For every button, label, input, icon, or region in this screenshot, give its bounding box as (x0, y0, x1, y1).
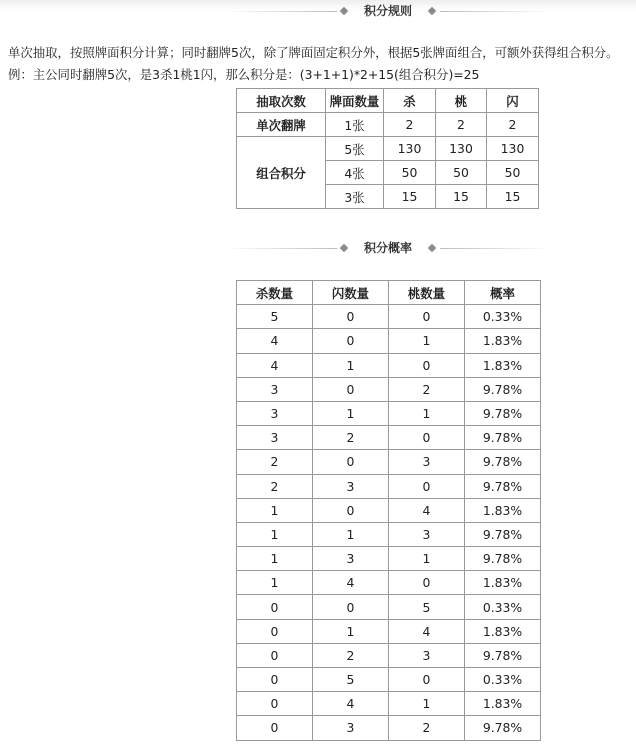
tao-count-cell: 2 (389, 716, 465, 740)
tao-count-cell: 3 (389, 643, 465, 667)
tao-count-cell: 3 (389, 522, 465, 546)
score-header-cell: 桃 (436, 89, 487, 113)
probability-cell: 0.33% (465, 595, 541, 619)
probability-cell: 9.78% (465, 522, 541, 546)
shan-count-cell: 0 (313, 498, 389, 522)
sha-count-cell: 0 (237, 716, 313, 740)
score-table-header-row (237, 89, 539, 113)
shan-count-cell: 3 (313, 547, 389, 571)
probability-cell: 1.83% (465, 571, 541, 595)
probability-table-row (237, 692, 541, 716)
score-cell: 2 (487, 113, 539, 137)
probability-table-row (237, 716, 541, 740)
probability-table (236, 280, 541, 741)
probability-table-row (237, 522, 541, 546)
probability-header-cell: 闪数量 (313, 281, 389, 305)
card-count-cell: 5张 (326, 137, 384, 161)
sha-count-cell: 0 (237, 692, 313, 716)
score-header-cell: 抽取次数 (237, 89, 326, 113)
header-divider-left (225, 248, 337, 249)
sha-count-cell: 0 (237, 643, 313, 667)
probability-cell: 0.33% (465, 668, 541, 692)
sha-count-cell: 1 (237, 522, 313, 546)
probability-cell: 9.78% (465, 643, 541, 667)
shan-count-cell: 4 (313, 692, 389, 716)
score-cell: 130 (436, 137, 487, 161)
score-cell: 15 (436, 185, 487, 209)
sha-count-cell: 3 (237, 377, 313, 401)
score-cell: 50 (384, 161, 436, 185)
score-header-cell: 杀 (384, 89, 436, 113)
probability-table-row (237, 619, 541, 643)
shan-count-cell: 3 (313, 716, 389, 740)
card-count-cell: 4张 (326, 161, 384, 185)
sha-count-cell: 3 (237, 401, 313, 425)
probability-table-body (237, 305, 541, 740)
probability-cell: 1.83% (465, 619, 541, 643)
probability-table-row (237, 595, 541, 619)
shan-count-cell: 2 (313, 426, 389, 450)
tao-count-cell: 1 (389, 692, 465, 716)
score-cell: 130 (487, 137, 539, 161)
probability-header-cell: 桃数量 (389, 281, 465, 305)
probability-table-row (237, 547, 541, 571)
rules-section-header (0, 1, 636, 21)
probability-cell: 9.78% (465, 377, 541, 401)
probability-cell: 9.78% (465, 401, 541, 425)
combo-score-label: 组合积分 (237, 137, 326, 209)
probability-table-header-row (237, 281, 541, 305)
probability-cell: 9.78% (465, 450, 541, 474)
tao-count-cell: 2 (389, 377, 465, 401)
probability-cell: 1.83% (465, 692, 541, 716)
diamond-left-icon (340, 7, 348, 15)
sha-count-cell: 2 (237, 474, 313, 498)
score-cell: 50 (436, 161, 487, 185)
tao-count-cell: 1 (389, 401, 465, 425)
probability-table-row (237, 305, 541, 329)
single-draw-label: 单次翻牌 (237, 113, 326, 137)
score-cell: 15 (487, 185, 539, 209)
tao-count-cell: 0 (389, 571, 465, 595)
tao-count-cell: 0 (389, 305, 465, 329)
probability-cell: 1.83% (465, 353, 541, 377)
probability-table-row (237, 426, 541, 450)
card-count-cell: 3张 (326, 185, 384, 209)
shan-count-cell: 4 (313, 571, 389, 595)
tao-count-cell: 0 (389, 668, 465, 692)
score-header-cell: 闪 (487, 89, 539, 113)
sha-count-cell: 4 (237, 353, 313, 377)
probability-cell: 1.83% (465, 498, 541, 522)
probability-cell: 9.78% (465, 474, 541, 498)
sha-count-cell: 1 (237, 498, 313, 522)
probability-title: 积分概率 (363, 241, 412, 255)
shan-count-cell: 2 (313, 643, 389, 667)
score-table-row (237, 113, 539, 137)
rules-description-line-1: 单次抽取，按照牌面积分计算；同时翻牌5次，除了牌面固定积分外，根据5张牌面组合，可额外获得组合积分。 (8, 45, 619, 60)
probability-table-row (237, 353, 541, 377)
sha-count-cell: 3 (237, 426, 313, 450)
probability-table-row (237, 474, 541, 498)
score-cell: 130 (384, 137, 436, 161)
score-table (236, 88, 539, 209)
sha-count-cell: 4 (237, 329, 313, 353)
probability-table-row (237, 643, 541, 667)
tao-count-cell: 1 (389, 547, 465, 571)
probability-cell: 9.78% (465, 716, 541, 740)
tao-count-cell: 4 (389, 498, 465, 522)
header-divider-right (440, 11, 552, 12)
probability-cell: 9.78% (465, 426, 541, 450)
probability-header-cell: 杀数量 (237, 281, 313, 305)
diamond-right-icon (428, 244, 436, 252)
sha-count-cell: 0 (237, 668, 313, 692)
tao-count-cell: 3 (389, 450, 465, 474)
probability-table-row (237, 377, 541, 401)
probability-table-row (237, 498, 541, 522)
score-cell: 2 (384, 113, 436, 137)
shan-count-cell: 0 (313, 329, 389, 353)
shan-count-cell: 0 (313, 377, 389, 401)
probability-header-cell: 概率 (465, 281, 541, 305)
sha-count-cell: 0 (237, 595, 313, 619)
probability-section-header (0, 238, 636, 258)
probability-table-row (237, 329, 541, 353)
probability-cell: 9.78% (465, 547, 541, 571)
score-header-cell: 牌面数量 (326, 89, 384, 113)
tao-count-cell: 0 (389, 353, 465, 377)
sha-count-cell: 5 (237, 305, 313, 329)
diamond-left-icon (340, 244, 348, 252)
score-table-row (237, 137, 539, 161)
tao-count-cell: 4 (389, 619, 465, 643)
sha-count-cell: 0 (237, 619, 313, 643)
score-cell: 2 (436, 113, 487, 137)
shan-count-cell: 1 (313, 401, 389, 425)
shan-count-cell: 0 (313, 305, 389, 329)
probability-table-row (237, 668, 541, 692)
probability-cell: 1.83% (465, 329, 541, 353)
shan-count-cell: 0 (313, 450, 389, 474)
shan-count-cell: 3 (313, 474, 389, 498)
probability-table-row (237, 571, 541, 595)
header-divider-right (440, 248, 552, 249)
sha-count-cell: 2 (237, 450, 313, 474)
score-cell: 50 (487, 161, 539, 185)
sha-count-cell: 1 (237, 571, 313, 595)
shan-count-cell: 0 (313, 595, 389, 619)
diamond-right-icon (428, 7, 436, 15)
rules-title: 积分规则 (363, 4, 412, 18)
probability-table-row (237, 401, 541, 425)
tao-count-cell: 0 (389, 426, 465, 450)
tao-count-cell: 0 (389, 474, 465, 498)
probability-cell: 0.33% (465, 305, 541, 329)
header-divider-left (225, 11, 337, 12)
shan-count-cell: 1 (313, 353, 389, 377)
tao-count-cell: 1 (389, 329, 465, 353)
card-count-cell: 1张 (326, 113, 384, 137)
shan-count-cell: 1 (313, 522, 389, 546)
score-cell: 15 (384, 185, 436, 209)
tao-count-cell: 5 (389, 595, 465, 619)
probability-table-row (237, 450, 541, 474)
sha-count-cell: 1 (237, 547, 313, 571)
shan-count-cell: 1 (313, 619, 389, 643)
shan-count-cell: 5 (313, 668, 389, 692)
rules-description-line-2: 例：主公同时翻牌5次，是3杀1桃1闪，那么积分是：(3+1+1)*2+15(组合积分)=25 (8, 67, 480, 82)
